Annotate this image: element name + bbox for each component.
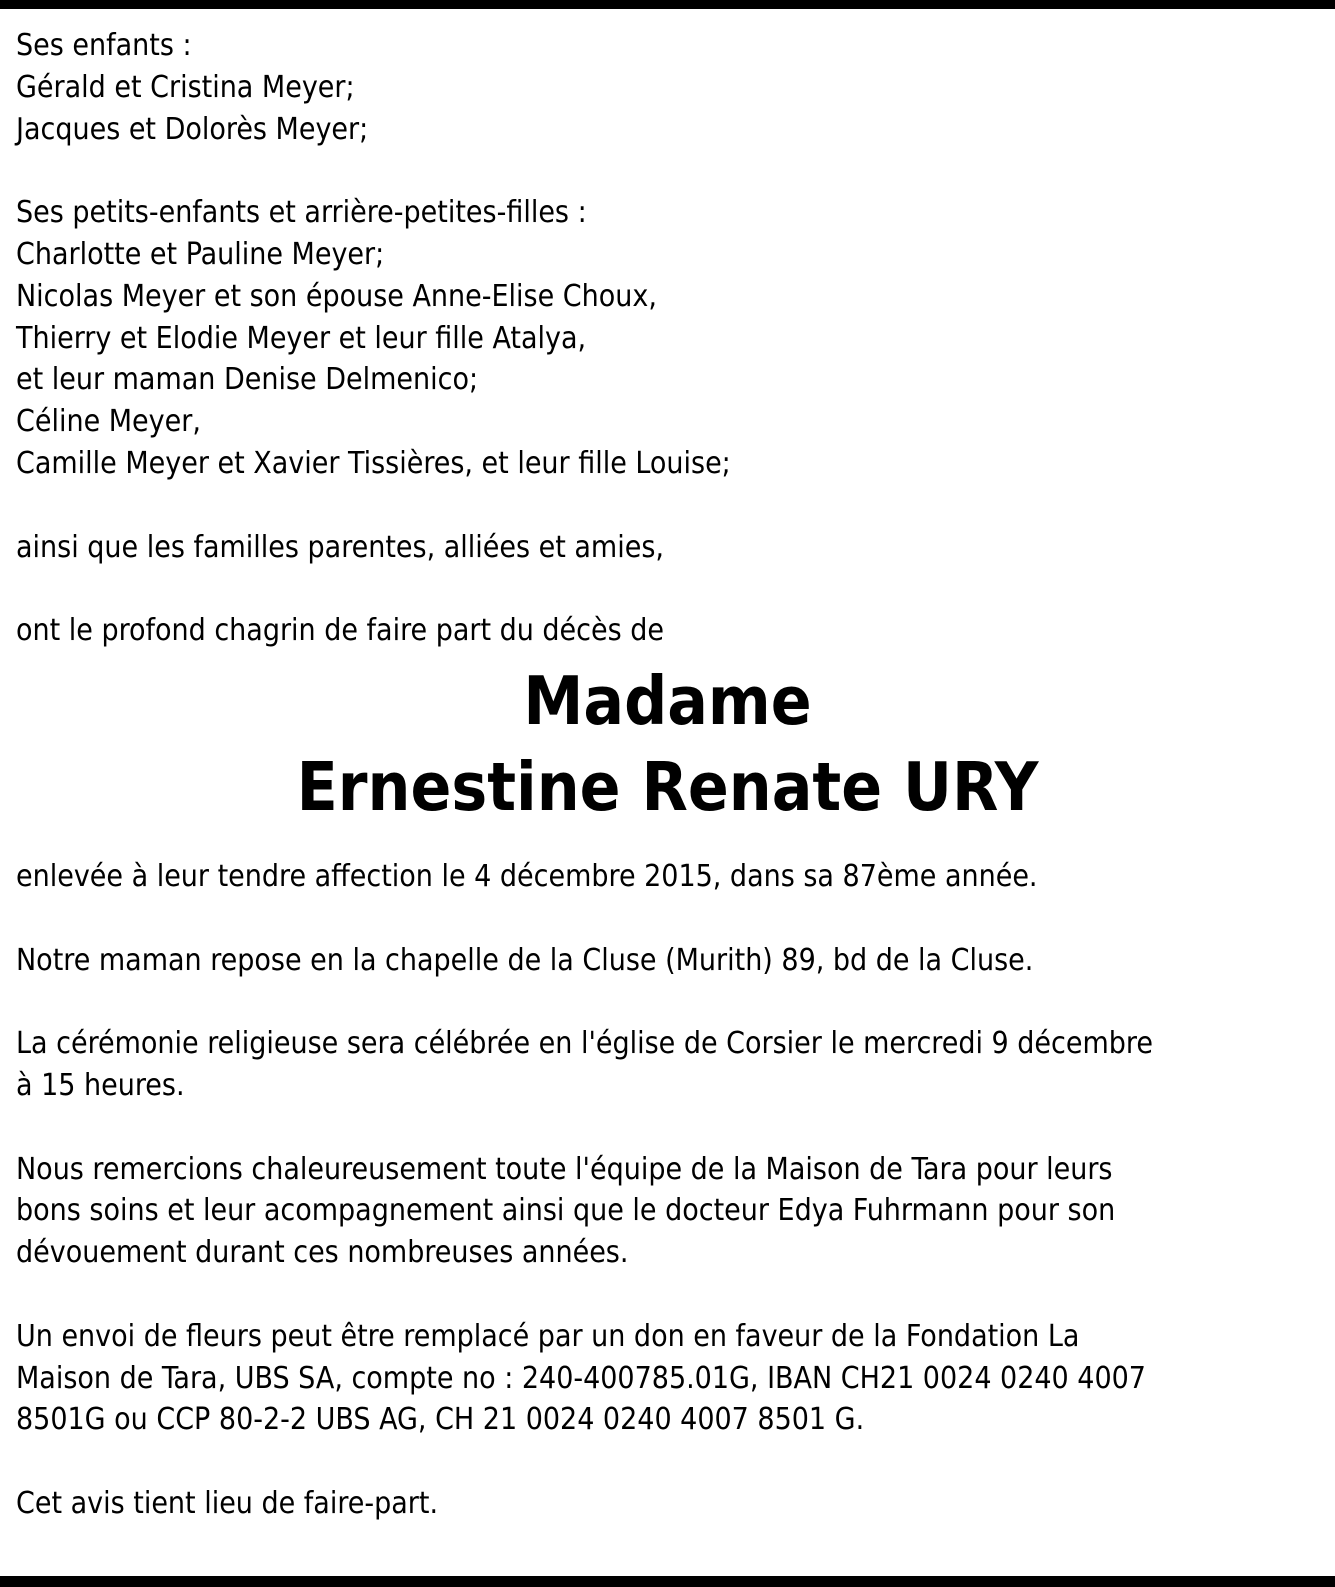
families-line: ainsi que les familles parentes, alliées et amies, (16, 529, 664, 565)
grandchild-entry: Camille Meyer et Xavier Tissières, et leur fille Louise; (16, 445, 731, 481)
deceased-name: Ernestine Renate URY (296, 747, 1039, 826)
thanks-line: bons soins et leur acompagnement ainsi que le docteur Edya Fuhrmann pour son (16, 1193, 1116, 1229)
grandchild-entry: Nicolas Meyer et son épouse Anne-Elise Choux, (16, 278, 657, 314)
thanks-line: Nous remercions chaleureusement toute l'équipe de la Maison de Tara pour leurs (16, 1151, 1113, 1187)
paragraph-gap (16, 485, 1321, 527)
paragraph-gap (16, 1441, 1321, 1483)
deceased-name-block (0, 658, 1335, 830)
obituary-notice (16, 25, 1321, 1525)
ceremony-line: à 15 heures. (16, 1067, 185, 1103)
top-border-rule (0, 0, 1335, 9)
donation-line: Un envoi de fleurs peut être remplacé par un don en faveur de la Fondation La (16, 1318, 1080, 1354)
ceremony-line: La cérémonie religieuse sera célébrée en l'église de Corsier le mercredi 9 décembre (16, 1026, 1153, 1062)
paragraph-gap (16, 1107, 1321, 1149)
paragraph-gap (16, 981, 1321, 1023)
paragraph-gap (16, 150, 1321, 192)
donation-line: 8501G ou CCP 80-2-2 UBS AG, CH 21 0024 0240 4007 8501 G. (16, 1402, 865, 1438)
children-heading: Ses enfants : (16, 28, 192, 63)
donation-line: Maison de Tara, UBS SA, compte no : 240-400785.01G, IBAN CH21 0024 0240 4007 (16, 1360, 1146, 1396)
grandchildren-heading: Ses petits-enfants et arrière-petites-filles : (16, 195, 587, 231)
rest-line: Notre maman repose en la chapelle de la Cluse (Murith) 89, bd de la Cluse. (16, 942, 1034, 978)
deceased-title: Madame (523, 661, 812, 740)
death-line: enlevée à leur tendre affection le 4 décembre 2015, dans sa 87ème année. (16, 858, 1038, 894)
grandchild-entry: Céline Meyer, (16, 404, 201, 440)
grandchild-entry: Charlotte et Pauline Meyer; (16, 236, 385, 272)
grandchild-entry: et leur maman Denise Delmenico; (16, 362, 479, 398)
grandchild-entry: Thierry et Elodie Meyer et leur fille Atalya, (16, 320, 587, 356)
announcement-line: ont le profond chagrin de faire part du décès de (16, 613, 665, 649)
paragraph-gap (16, 898, 1321, 940)
child-entry: Jacques et Dolorès Meyer; (16, 111, 369, 147)
bottom-border-rule (0, 1576, 1335, 1587)
thanks-line: dévouement durant ces nombreuses années. (16, 1235, 629, 1271)
closing-line: Cet avis tient lieu de faire-part. (16, 1485, 439, 1521)
child-entry: Gérald et Cristina Meyer; (16, 69, 355, 105)
paragraph-gap (16, 568, 1321, 610)
paragraph-gap (16, 1274, 1321, 1316)
